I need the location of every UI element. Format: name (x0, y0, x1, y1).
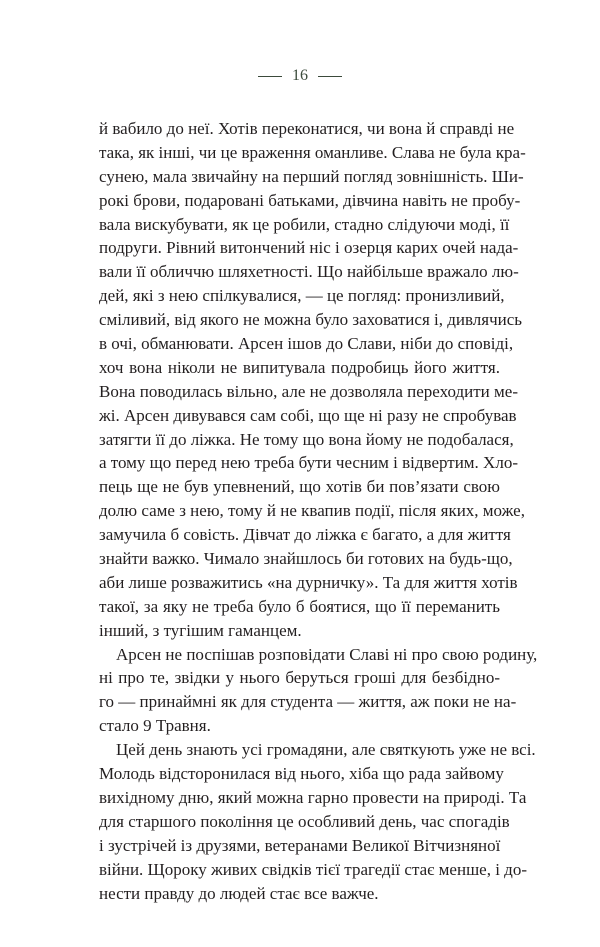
text-line: Арсен не поспішав розповідати Славі ні про свою родину, (116, 644, 538, 664)
text-line: і зустрічей із друзями, ветеранами Великої Вітчизняної (99, 835, 501, 855)
text-line: а тому що перед нею треба бути чесним і відвертим. Хло- (99, 453, 518, 473)
page-number: 16 (292, 67, 308, 84)
text-line: хоч вона ніколи не випитувала подробиць його життя. (99, 357, 500, 377)
text-line: інший, з тугішим гаманцем. (99, 620, 302, 640)
text-line: сунею, мала звичайну на перший погляд зовнішність. Ши- (99, 166, 524, 186)
text-line: така, як інші, чи це враження оманливе. Слава не була кра- (99, 142, 526, 162)
text-line: Вона поводилась вільно, але не дозволяла переходити ме- (99, 381, 518, 401)
text-line: в очі, обманювати. Арсен ішов до Слави, ніби до сповіді, (99, 334, 514, 354)
paragraph (99, 117, 526, 643)
text-line: вихідному дню, який можна гарно провести на природі. Та (99, 787, 527, 807)
text-line: знайти важко. Чимало знайшлось би готових на будь-що, (99, 549, 513, 569)
text-line: для старшого покоління це особливий день, час спогадів (99, 811, 510, 831)
text-line: долю саме з нею, тому й не квапив події, після яких, може, (99, 501, 525, 521)
text-line: рокі брови, подаровані батьками, дівчина навіть не пробу- (99, 190, 521, 210)
text-line: такої, за яку не треба було б боятися, що її переманить (99, 596, 500, 616)
text-line: подруги. Рівний витончений ніс і озерця карих очей нада- (99, 238, 519, 258)
text-line: ні про те, звідки у нього беруться гроші для безбідно- (99, 668, 500, 688)
text-line: затягти її до ліжка. Не тому що вона йому не подобалася, (99, 429, 514, 449)
text-line: нести правду до людей стає все важче. (99, 883, 379, 903)
text-line: дей, які з нею спілкувалися, — це погляд: пронизливий, (99, 286, 505, 306)
text-line: війни. Щороку живих свідків тієї трагедії стає менше, і до- (99, 859, 527, 879)
text-line: го — принаймні як для студента — життя, аж поки не на- (99, 692, 517, 712)
text-line: й вабило до неї. Хотів переконатися, чи вона й справді не (99, 119, 515, 138)
text-line: вали її обличчю шляхетності. Що найбільше вражало лю- (99, 262, 519, 282)
text-line: вала вискубувати, як це робили, стадно слідуючи моді, її (99, 214, 510, 234)
text-line: замучила б совість. Дівчат до ліжка є багато, а для життя (99, 525, 511, 545)
header-rule-right (318, 76, 342, 77)
text-line: жі. Арсен дивувався сам собі, що ще ні разу не спробував (99, 405, 517, 425)
body-text (99, 117, 538, 905)
page-header (0, 66, 600, 86)
paragraph (99, 643, 538, 739)
paragraph (99, 738, 536, 905)
text-line: пець ще не був упевнений, що хотів би пов’язати свою (99, 477, 500, 497)
text-line: сміливий, від якого не можна було заховатися і, дивлячись (99, 310, 523, 330)
text-line: Цей день знають усі громадяни, але святкують уже не всі. (116, 740, 536, 760)
header-rule-left (258, 76, 282, 77)
text-line: Молодь відсторонилася від нього, хіба що рада зайвому (99, 764, 504, 784)
text-line: аби лише розважитись «на дурничку». Та для життя хотів (99, 572, 518, 592)
text-line: стало 9 Травня. (99, 716, 211, 736)
